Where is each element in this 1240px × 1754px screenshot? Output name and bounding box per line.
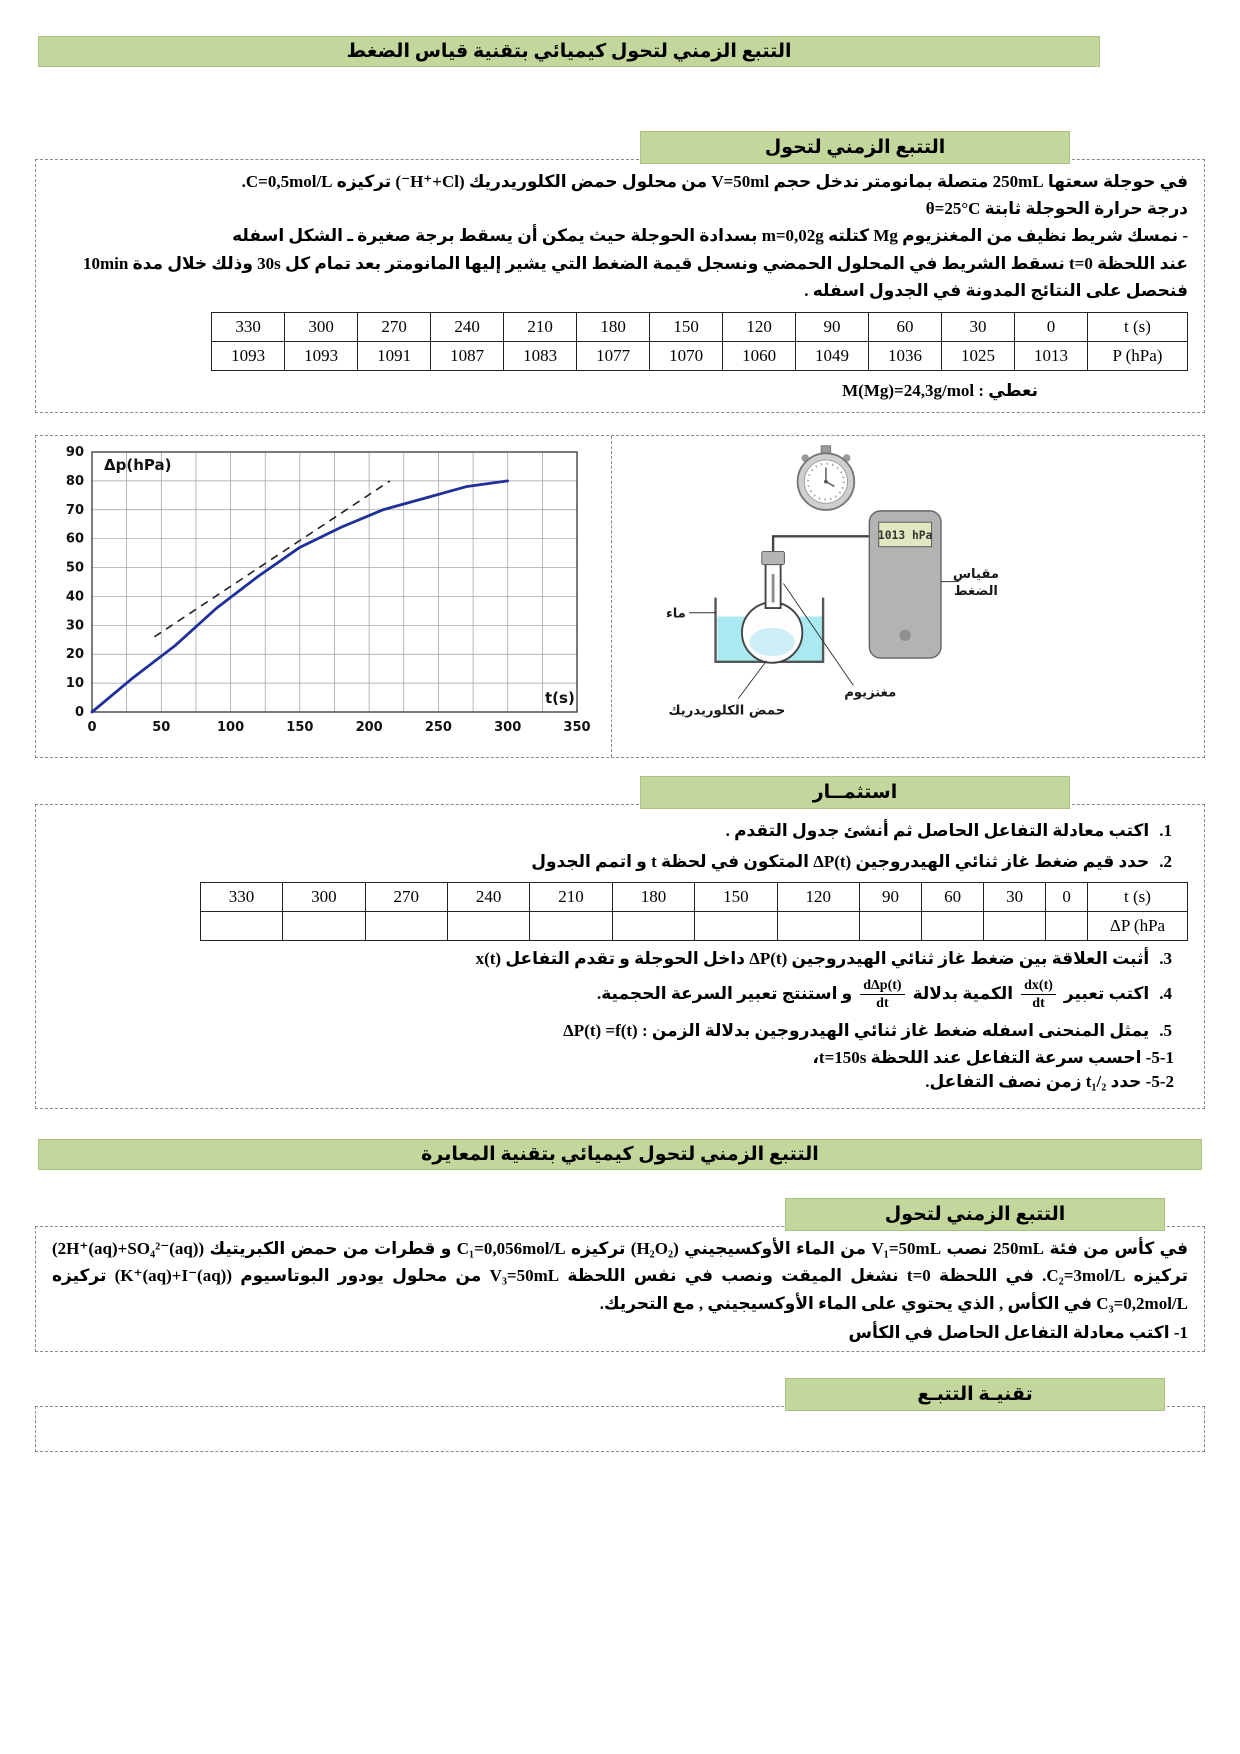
question-3 (52, 946, 1188, 972)
delta-p-table (200, 882, 1188, 941)
apparatus-figure (611, 436, 1204, 757)
table-cell: 210 (504, 312, 577, 341)
table-cell: 1083 (504, 341, 577, 370)
intro-line-2: درجة حرارة الحوجلة ثابتة θ=25°C (925, 199, 1188, 219)
intro-line-1: في حوجلة سعتها 250mL متصلة بمانومتر ندخل حجم V=50ml من محلول حمض الكلوريدريك (H⁺+Cl⁻) تركيزه C=0,5mol/L. (241, 172, 1188, 191)
svg-text:20: 20 (65, 647, 84, 663)
intro-box (35, 159, 1205, 413)
fraction-numerator: dΔp(t) (860, 977, 904, 996)
question-number: 3. (1159, 949, 1172, 969)
svg-text:70: 70 (65, 502, 84, 518)
fraction-numerator: dx(t) (1021, 977, 1056, 996)
gauge-label-line2: الضغط (953, 583, 998, 599)
table-row-pressure (212, 341, 1188, 370)
gauge-reading: 1013 hPa (877, 528, 933, 543)
stopper (762, 552, 785, 565)
table-label-time: t (s) (1088, 883, 1188, 912)
acid-solution (750, 628, 795, 656)
intro-line-4: عند اللحظة t=0 نسقط الشريط في المحلول الحمضي ونسجل قيمة الضغط التي يشير إليها المانومتر بعد تمام كل 30s وذلك خلال مدة 10min (83, 253, 1188, 273)
table-cell: 1087 (431, 341, 504, 370)
table-cell: 60 (922, 883, 984, 912)
table-cell: 240 (447, 883, 529, 912)
main-title-pressure: التتبع الزمني لتحول كيميائي بتقنية قياس الضغط (38, 36, 1100, 67)
main-title-titration: التتبع الزمني لتحول كيميائي بتقنية المعايرة (38, 1139, 1202, 1170)
svg-text:t(s): t(s) (545, 689, 575, 708)
table-cell: 1060 (723, 341, 796, 370)
question-text: اكتب تعبير (1063, 983, 1150, 1003)
table-cell: 1025 (942, 341, 1015, 370)
stopwatch-icon (798, 446, 855, 510)
table-cell: 90 (796, 312, 869, 341)
svg-text:40: 40 (65, 589, 84, 605)
question-4 (52, 977, 1188, 1013)
figure-box (35, 435, 1205, 758)
table-cell: 330 (200, 883, 283, 912)
intro-line-3: - نمسك شريط نظيف من المغنزيوم Mg كتلته m=0,02g بسدادة الحوجلة حيث يمكن أن يسقط برجة صغيرة ـ الشكل اسفله (232, 226, 1188, 246)
svg-text:Δp(hPa): Δp(hPa) (104, 456, 172, 475)
table-cell: 300 (285, 312, 358, 341)
table-row-time (212, 312, 1188, 341)
water-label: ماء (665, 606, 686, 622)
gauge-label-line1: مقياس (952, 566, 1000, 582)
table-cell (612, 912, 694, 941)
pressure-chart (36, 436, 611, 757)
question-text: و استنتج تعبير السرعة الحجمية. (596, 983, 853, 1003)
table-cell: 150 (650, 312, 723, 341)
question-5-2: 5-2- حدد t₁/₂ زمن نصف التفاعل. (925, 1072, 1174, 1092)
table-cell: 270 (365, 883, 447, 912)
given-molar-mass: نعطي : M(Mg)=24,3g/mol (842, 380, 1038, 400)
svg-text:90: 90 (65, 445, 84, 461)
fraction-dxdt (1021, 977, 1056, 1013)
question-text: يمثل المنحنى اسفله ضغط غاز ثنائي الهيدروجين بدلالة الزمن : ΔP(t) =f(t) (563, 1020, 1150, 1040)
table-cell: 90 (859, 883, 921, 912)
table-cell: 0 (1046, 883, 1088, 912)
question-number: 5. (1159, 1020, 1172, 1040)
section-header-exploitation: استثمــار (640, 776, 1070, 809)
table-cell: 30 (984, 883, 1046, 912)
table-cell: 1036 (869, 341, 942, 370)
table-cell (859, 912, 921, 941)
table-cell (984, 912, 1046, 941)
table-cell (365, 912, 447, 941)
table-cell: 240 (431, 312, 504, 341)
table-cell (1046, 912, 1088, 941)
table-cell: 60 (869, 312, 942, 341)
table-cell: 1070 (650, 341, 723, 370)
table-cell: 1077 (577, 341, 650, 370)
titration-paragraph: في كأس من فئة 250mL نصب V₁=50mL من الماء الأوكسيجيني (H₂O₂) تركيزه C₁=0,056mol/L و قطرات من حمض الكبريتيك (2H⁺(aq)+SO₄²⁻(aq)) تركيزه C₂=3mol/L. في اللحظة t=0 نشغل الميقت ونصب في نفس اللحظة V₃=50mL من محلول يودور البوتاسيوم (K⁺(aq)+I⁻(aq)) تركيزه C₃=0,2mol/L في الكأس , الذي يحتوي على الماء الأوكسيجيني , مع التحريك. (52, 1239, 1188, 1313)
table-cell: 330 (212, 312, 285, 341)
fraction-dpdt (860, 977, 904, 1013)
svg-text:150: 150 (286, 720, 314, 736)
table-cell: 300 (283, 883, 365, 912)
table-label-delta-p: ΔP (hPa (1088, 912, 1188, 941)
table-cell: 270 (358, 312, 431, 341)
question-5-1: 5-1- احسب سرعة التفاعل عند اللحظة t=150s، (812, 1048, 1174, 1068)
table-cell: 1091 (358, 341, 431, 370)
svg-text:50: 50 (152, 720, 171, 736)
pressure-results-table (211, 312, 1188, 371)
table-cell: 0 (1015, 312, 1088, 341)
question-1 (52, 818, 1188, 844)
apparatus-svg (628, 442, 1188, 742)
fraction-denominator: dt (876, 996, 889, 1012)
question-number: 1. (1159, 821, 1172, 841)
svg-text:300: 300 (494, 720, 522, 736)
table-cell (447, 912, 529, 941)
table-cell (283, 912, 365, 941)
table-cell: 1049 (796, 341, 869, 370)
svg-text:60: 60 (65, 531, 84, 547)
question-number: 4. (1159, 983, 1172, 1003)
svg-text:80: 80 (65, 474, 84, 490)
table-row-delta-p (200, 912, 1187, 941)
table-cell (777, 912, 859, 941)
table-label-time: t (s) (1088, 312, 1188, 341)
table-cell (200, 912, 283, 941)
table-cell (530, 912, 612, 941)
svg-text:100: 100 (217, 720, 245, 736)
pressure-gauge (869, 511, 941, 658)
table-cell (695, 912, 777, 941)
table-cell: 180 (612, 883, 694, 912)
section-header-technique: تقنيـة التتبـع (785, 1378, 1165, 1411)
question-text: اكتب معادلة التفاعل الحاصل ثم أنشئ جدول التقدم . (725, 821, 1150, 841)
table-label-pressure: P (hPa) (1088, 341, 1188, 370)
section-header-time-tracking-2: التتبع الزمني لتحول (785, 1198, 1165, 1231)
table-cell: 210 (530, 883, 612, 912)
svg-text:50: 50 (65, 560, 84, 576)
table-cell: 180 (577, 312, 650, 341)
acid-label: حمض الكلوريدريك (668, 703, 786, 719)
fraction-denominator: dt (1032, 996, 1045, 1012)
table-cell: 1013 (1015, 341, 1088, 370)
magnesium-label: مغنزيوم (844, 685, 897, 701)
svg-text:0: 0 (74, 705, 84, 721)
question-text: الكمية بدلالة (912, 983, 1014, 1003)
question-number: 2. (1159, 851, 1172, 871)
svg-text:30: 30 (65, 618, 84, 634)
svg-text:0: 0 (87, 720, 97, 736)
svg-text:10: 10 (65, 676, 84, 692)
svg-text:350: 350 (563, 720, 591, 736)
question-text: حدد قيم ضغط غاز ثنائي الهيدروجين ΔP(t) المتكون في لحظة t و اتمم الجدول (531, 851, 1150, 871)
question-2 (52, 849, 1188, 875)
titration-box (35, 1226, 1205, 1352)
questions-box (35, 804, 1205, 1109)
table-cell: 1093 (212, 341, 285, 370)
chart-canvas (44, 444, 604, 746)
table-cell (922, 912, 984, 941)
table-cell: 120 (723, 312, 796, 341)
question-text: أثبت العلاقة بين ضغط غاز ثنائي الهيدروجين ΔP(t) داخل الحوجلة و تقدم التفاعل x(t) (475, 949, 1150, 969)
section-header-time-tracking-1: التتبع الزمني لتحول (640, 131, 1070, 164)
svg-text:250: 250 (424, 720, 452, 736)
table-cell: 1093 (285, 341, 358, 370)
titration-question-1: 1- اكتب معادلة التفاعل الحاصل في الكأس (848, 1322, 1188, 1342)
table-row-time (200, 883, 1187, 912)
technique-empty-box (35, 1406, 1205, 1452)
svg-text:200: 200 (355, 720, 383, 736)
table-cell: 150 (695, 883, 777, 912)
question-5 (52, 1018, 1188, 1044)
intro-line-5: فنحصل على النتائج المدونة في الجدول اسفله . (804, 280, 1188, 300)
flask (742, 552, 802, 663)
table-cell: 30 (942, 312, 1015, 341)
table-cell: 120 (777, 883, 859, 912)
